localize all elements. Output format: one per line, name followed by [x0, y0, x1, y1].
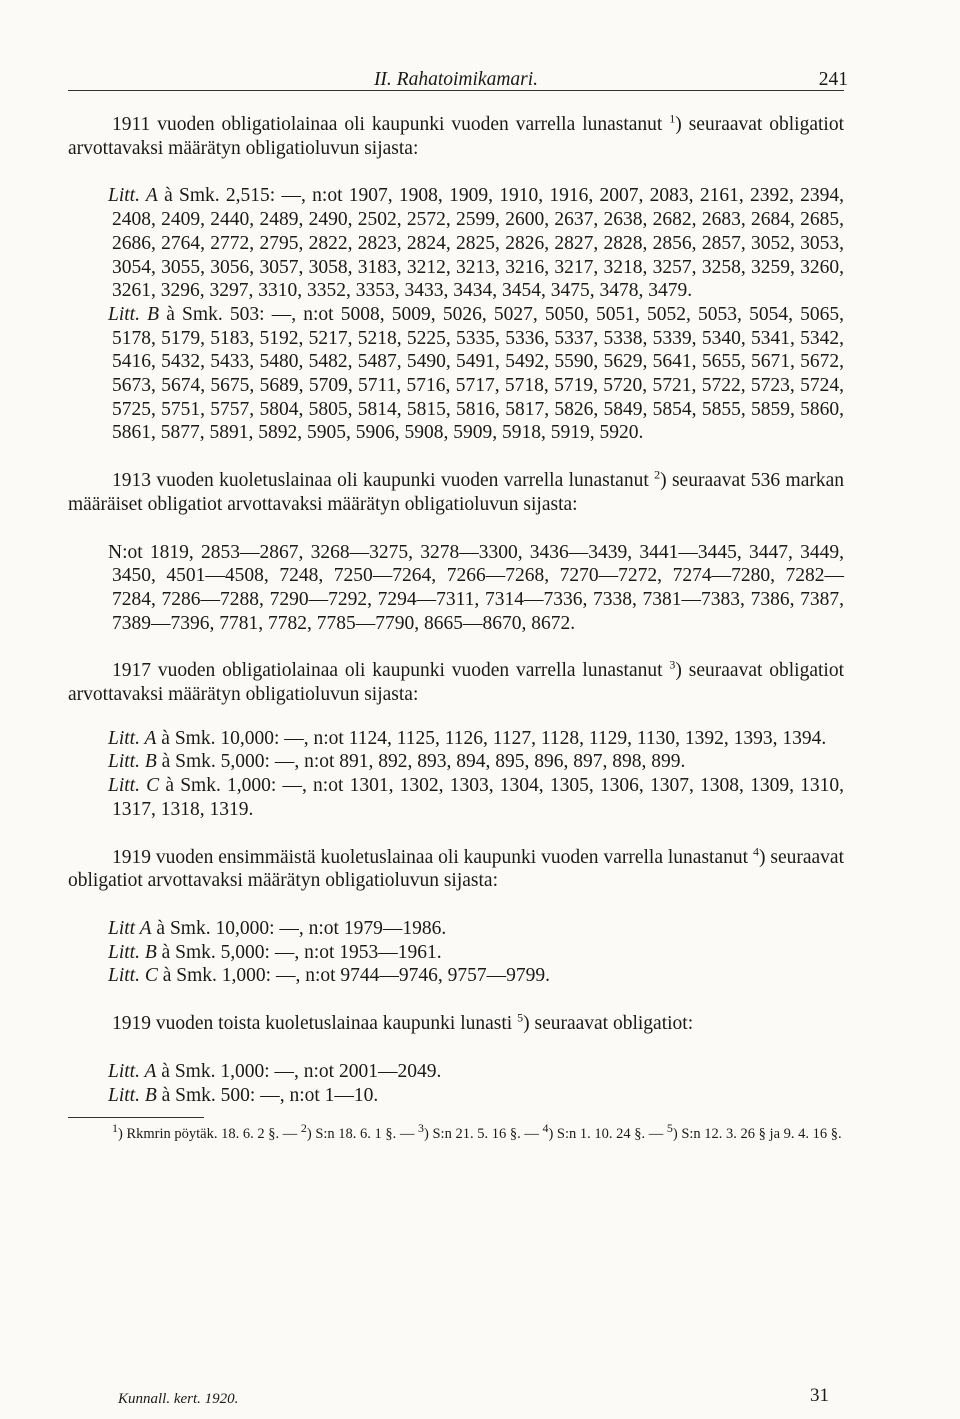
running-header — [68, 60, 848, 91]
para-1913-intro: 1913 vuoden kuoletuslainaa oli kaupunki vuoden varrella lunastanut $^2$) seuraavat 536 markan määräiset obligatiot arvottavaksi määrätyn obligatioluvun sijasta: — [68, 467, 844, 515]
para-1911-intro: 1911 vuoden obligatiolainaa oli kaupunki vuoden varrella lunastanut $^1$) seuraavat obligatiot arvottavaksi määrätyn obligatioluvun sijasta: — [68, 111, 845, 159]
page — [68, 60, 848, 1144]
para-1917-intro: 1917 vuoden obligatiolainaa oli kaupunki vuoden varrella lunastanut $^3$) seuraavat obligatiot arvottavaksi määrätyn obligatioluvun sijasta: — [68, 657, 844, 706]
list-1917-litt-b: Litt. B à Smk. 5,000: —, n:ot 891, 892, 893, 894, 895, 896, 897, 898, 899. — [108, 751, 686, 773]
list-1917-litt-c: Litt. C à Smk. 1,000: —, n:ot 1301, 1302, 1303, 1304, 1305, 1306, 1307, 1308, 1309, 1310, 1317, 1318, 1319. — [108, 775, 845, 820]
list-1919a-litt-c: Litt. C à Smk. 1,000: —, n:ot 9744—9746, 9757—9799. — [108, 965, 551, 987]
list-1917-litt-a: Litt. A à Smk. 10,000: —, n:ot 1124, 1125, 1126, 1127, 1128, 1129, 1130, 1392, 1393, 1394. — [108, 727, 827, 749]
list-1913: N:ot 1819, 2853—2867, 3268—3275, 3278—3300, 3436—3439, 3441—3445, 3447, 3449, 3450, 4501—4508, 7248, 7250—7264, 7266—7268, 7270—7272, 7274—7280, 7282—7284, 7286—7288, 7290—7292, 7294—7311, 7314—7336, 7338, 7381—7383, 7386, 7387, 7389—7396, 7781, 7782, 7785—7790, 8665—8670, 8672. — [108, 541, 844, 634]
list-1919b-litt-a: Litt. A à Smk. 1,000: —, n:ot 2001—2049. — [108, 1060, 442, 1082]
header-title: II. Rahatoimikamari. — [373, 69, 539, 90]
footnote-rule — [68, 1117, 204, 1118]
list-1919a-litt-b: Litt. B à Smk. 5,000: —, n:ot 1953—1961. — [108, 941, 442, 963]
footer-source: Kunnall. kert. 1920. — [118, 1391, 239, 1407]
footer-page-number: 31 — [810, 1385, 829, 1406]
para-1919a-intro: 1919 vuoden ensimmäistä kuoletuslainaa oli kaupunki vuoden varrella lunastanut $^4$) seuraavat obligatiot arvottavaksi määrätyn obligatioluvun sijasta: — [68, 844, 844, 892]
page-number: 241 — [818, 69, 848, 90]
list-1911-litt-a: Litt. A à Smk. 2,515: —, n:ot 1907, 1908, 1909, 1910, 1916, 2007, 2083, 2161, 2392, 2394, 2408, 2409, 2440, 2489, 2490, 2502, 2572, 2599, 2600, 2637, 2638, 2682, 2683, 2684, 2685, 2686, 2764, 2772, 2795, 2822, 2823, 2824, 2825, 2826, 2827, 2828, 2856, 2857, 3052, 3053, 3054, 3055, 3056, 3057, 3058, 3183, 3212, 3213, 3216, 3217, 3218, 3257, 3258, 3259, 3260, 3261, 3296, 3297, 3310, 3352, 3353, 3433, 3434, 3454, 3475, 3478, 3479. — [108, 185, 844, 302]
list-1919a-litt-a: Litt A à Smk. 10,000: —, n:ot 1979—1986. — [108, 917, 447, 939]
footnotes: $^1$) Rkmrin pöytäk. 18. 6. 2 §. — $^2$) S:n 18. 6. 1 §. — $^3$) S:n 21. 5. 16 §. — $^4$) S:n 1. 10. 24 §. — $^5$) S:n 12. 3. 26 § ja 9. 4. 16 §. — [112, 1121, 842, 1143]
list-1911-litt-b: Litt. B à Smk. 503: —, n:ot 5008, 5009, 5026, 5027, 5050, 5051, 5052, 5053, 5054, 5065, 5178, 5179, 5183, 5192, 5217, 5218, 5225, 5335, 5336, 5337, 5338, 5339, 5340, 5341, 5342, 5416, 5432, 5433, 5480, 5482, 5487, 5490, 5491, 5492, 5590, 5629, 5641, 5655, 5671, 5672, 5673, 5674, 5675, 5689, 5709, 5711, 5716, 5717, 5718, 5719, 5720, 5721, 5722, 5723, 5724, 5725, 5751, 5757, 5804, 5805, 5814, 5815, 5816, 5817, 5826, 5849, 5854, 5855, 5859, 5860, 5861, 5877, 5891, 5892, 5905, 5906, 5908, 5909, 5918, 5919, 5920. — [108, 303, 845, 444]
para-1919b-intro: 1919 vuoden toista kuoletuslainaa kaupunki lunasti $^5$) seuraavat obligatiot: — [112, 1010, 694, 1035]
list-1919b-litt-b: Litt. B à Smk. 500: —, n:ot 1—10. — [108, 1084, 379, 1106]
